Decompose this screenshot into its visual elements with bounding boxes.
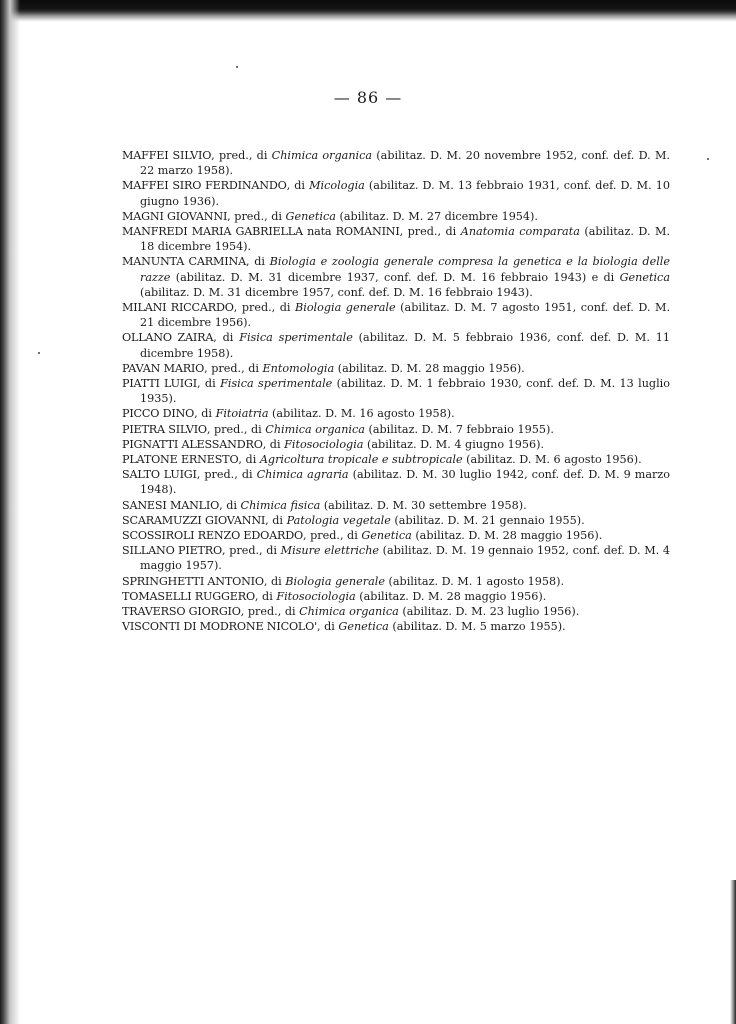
- entry-subject: Anatomia comparata: [460, 225, 580, 239]
- entry-subject: Chimica organica: [299, 605, 399, 619]
- entry-subject: Fitosociologia: [284, 437, 364, 451]
- entry-name: PAVAN MARIO: [122, 361, 205, 375]
- entry-name: VISCONTI DI MODRONE NICOLO': [122, 620, 317, 634]
- list-item: PIETRA SILVIO, pred., di Chimica organica (abilitaz. D. M. 7 febbraio 1955).: [122, 422, 554, 436]
- entry-name: SALTO LUIGI: [122, 468, 197, 482]
- entry-name: MAFFEI SILVIO: [122, 149, 212, 162]
- list-item: SCARAMUZZI GIOVANNI, di Patologia vegetale (abilitaz. D. M. 21 gennaio 1955).: [122, 513, 585, 527]
- list-item: MANUNTA CARMINA, di Biologia e zoologia generale compresa la genetica e la biologia delle razze (abilitaz. D. M. 31 dicembre 1937, conf. def. D. M. 16 febbraio 1943) e di Genetica (abilitaz. D. M. 31 dicembre 1957, conf. def. D. M. 16 febbraio 1943).: [122, 255, 670, 299]
- entry-name: MAGNI GIOVANNI: [122, 209, 228, 223]
- entry-subject: Micologia: [309, 179, 365, 193]
- entry-subject-2: Genetica: [619, 270, 670, 284]
- list-item: VISCONTI DI MODRONE NICOLO', di Genetica (abilitaz. D. M. 5 marzo 1955).: [122, 620, 566, 634]
- list-item: PAVAN MARIO, pred., di Entomologia (abilitaz. D. M. 28 maggio 1956).: [122, 361, 525, 375]
- list-item: SILLANO PIETRO, pred., di Misure elettriche (abilitaz. D. M. 19 gennaio 1952, conf. def. D. M. 4 maggio 1957).: [122, 544, 670, 573]
- list-item: SPRINGHETTI ANTONIO, di Biologia generale (abilitaz. D. M. 1 agosto 1958).: [122, 574, 565, 588]
- entry-subject: Chimica agraria: [256, 468, 349, 482]
- list-item: TRAVERSO GIORGIO, pred., di Chimica organica (abilitaz. D. M. 23 luglio 1956).: [122, 605, 580, 619]
- entry-name: SPRINGHETTI ANTONIO: [122, 574, 264, 588]
- entry-name: PIATTI LUIGI: [122, 377, 197, 391]
- entry-name: PIETRA SILVIO: [122, 422, 207, 436]
- scan-speck: [38, 352, 40, 354]
- entry-subject: Agricoltura tropicale e subtropicale: [259, 453, 463, 467]
- list-item: MILANI RICCARDO, pred., di Biologia generale (abilitaz. D. M. 7 agosto 1951, conf. def. D. M. 21 dicembre 1956).: [122, 301, 671, 330]
- scan-speck: [707, 158, 709, 160]
- list-item: MAGNI GIOVANNI, pred., di Genetica (abilitaz. D. M. 27 dicembre 1954).: [122, 209, 538, 223]
- entry-subject: Entomologia: [262, 361, 335, 375]
- entry-name: MAFFEI SIRO FERDINANDO: [122, 179, 287, 193]
- entry-subject: Biologia generale: [295, 301, 396, 315]
- entry-name: SANESI MANLIO: [122, 498, 220, 512]
- entry-subject: Fisica sperimentale: [220, 377, 333, 391]
- list-item: OLLANO ZAIRA, di Fisica sperimentale (abilitaz. D. M. 5 febbraio 1936, conf. def. D. M. 11 dicembre 1958).: [122, 331, 670, 360]
- entry-name: PICCO DINO: [122, 407, 195, 421]
- list-item: PICCO DINO, di Fitoiatria (abilitaz. D. M. 16 agosto 1958).: [122, 407, 455, 421]
- list-item: MANFREDI MARIA GABRIELLA nata ROMANINI, pred., di Anatomia comparata (abilitaz. D. M. 18 dicembre 1954).: [122, 225, 671, 254]
- entry-name: PIGNATTI ALESSANDRO: [122, 437, 263, 451]
- entry-list: [122, 148, 670, 635]
- entry-subject: Genetica: [338, 620, 389, 634]
- entry-subject: Genetica: [361, 529, 412, 543]
- entry-subject: Chimica organica: [271, 149, 373, 162]
- list-item: MAFFEI SIRO FERDINANDO, di Micologia (abilitaz. D. M. 13 febbraio 1931, conf. def. D. M. 10 giugno 1936).: [122, 179, 670, 208]
- scan-left-edge: [0, 0, 20, 1024]
- entry-name: MILANI RICCARDO: [122, 301, 234, 315]
- list-item: SALTO LUIGI, pred., di Chimica agraria (abilitaz. D. M. 30 luglio 1942, conf. def. D. M. 9 marzo 1948).: [122, 468, 670, 497]
- entry-name: SCOSSIROLI RENZO EDOARDO: [122, 529, 303, 543]
- page-number: — 86 —: [333, 88, 403, 107]
- entry-subject: Chimica fisica: [240, 498, 321, 512]
- scan-speck: [236, 66, 238, 68]
- entry-name: TOMASELLI RUGGERO: [122, 589, 255, 603]
- list-item: PIGNATTI ALESSANDRO, di Fitosociologia (abilitaz. D. M. 4 giugno 1956).: [122, 437, 545, 451]
- list-item: MAFFEI SILVIO, pred., di Chimica organica (abilitaz. D. M. 20 novembre 1952, conf. def. D. M. 22 marzo 1958).: [122, 149, 670, 178]
- entry-name: SILLANO PIETRO: [122, 544, 222, 558]
- entry-subject: Chimica organica: [265, 422, 365, 436]
- list-item: SANESI MANLIO, di Chimica fisica (abilitaz. D. M. 30 settembre 1958).: [122, 498, 527, 512]
- list-item: PLATONE ERNESTO, di Agricoltura tropicale e subtropicale (abilitaz. D. M. 6 agosto 1956).: [122, 453, 642, 467]
- entry-name: MANUNTA CARMINA: [122, 255, 246, 269]
- entry-subject: Biologia e zoologia generale compresa la genetica e la biologia delle razze: [140, 255, 670, 284]
- entry-name: SCARAMUZZI GIOVANNI: [122, 513, 266, 527]
- entry-subject: Biologia generale: [285, 574, 385, 588]
- entry-subject: Genetica: [285, 209, 336, 223]
- entry-name: MANFREDI MARIA GABRIELLA nata ROMANINI: [122, 225, 400, 239]
- list-item: PIATTI LUIGI, di Fisica sperimentale (abilitaz. D. M. 1 febbraio 1930, conf. def. D. M. 13 luglio 1935).: [122, 377, 670, 406]
- scan-right-edge: [730, 880, 736, 1024]
- entry-subject: Fitosociologia: [276, 589, 356, 603]
- entry-name: PLATONE ERNESTO: [122, 453, 239, 467]
- scan-top-border: [0, 0, 736, 22]
- entry-name: OLLANO ZAIRA: [122, 331, 214, 345]
- entry-subject: Fisica sperimentale: [239, 331, 353, 345]
- list-item: TOMASELLI RUGGERO, di Fitosociologia (abilitaz. D. M. 28 maggio 1956).: [122, 589, 547, 603]
- list-item: SCOSSIROLI RENZO EDOARDO, pred., di Genetica (abilitaz. D. M. 28 maggio 1956).: [122, 529, 603, 543]
- entry-name: TRAVERSO GIORGIO: [122, 605, 241, 619]
- entry-subject: Fitoiatria: [215, 407, 269, 421]
- entry-subject: Misure elettriche: [280, 544, 380, 558]
- entry-subject: Patologia vegetale: [286, 513, 391, 527]
